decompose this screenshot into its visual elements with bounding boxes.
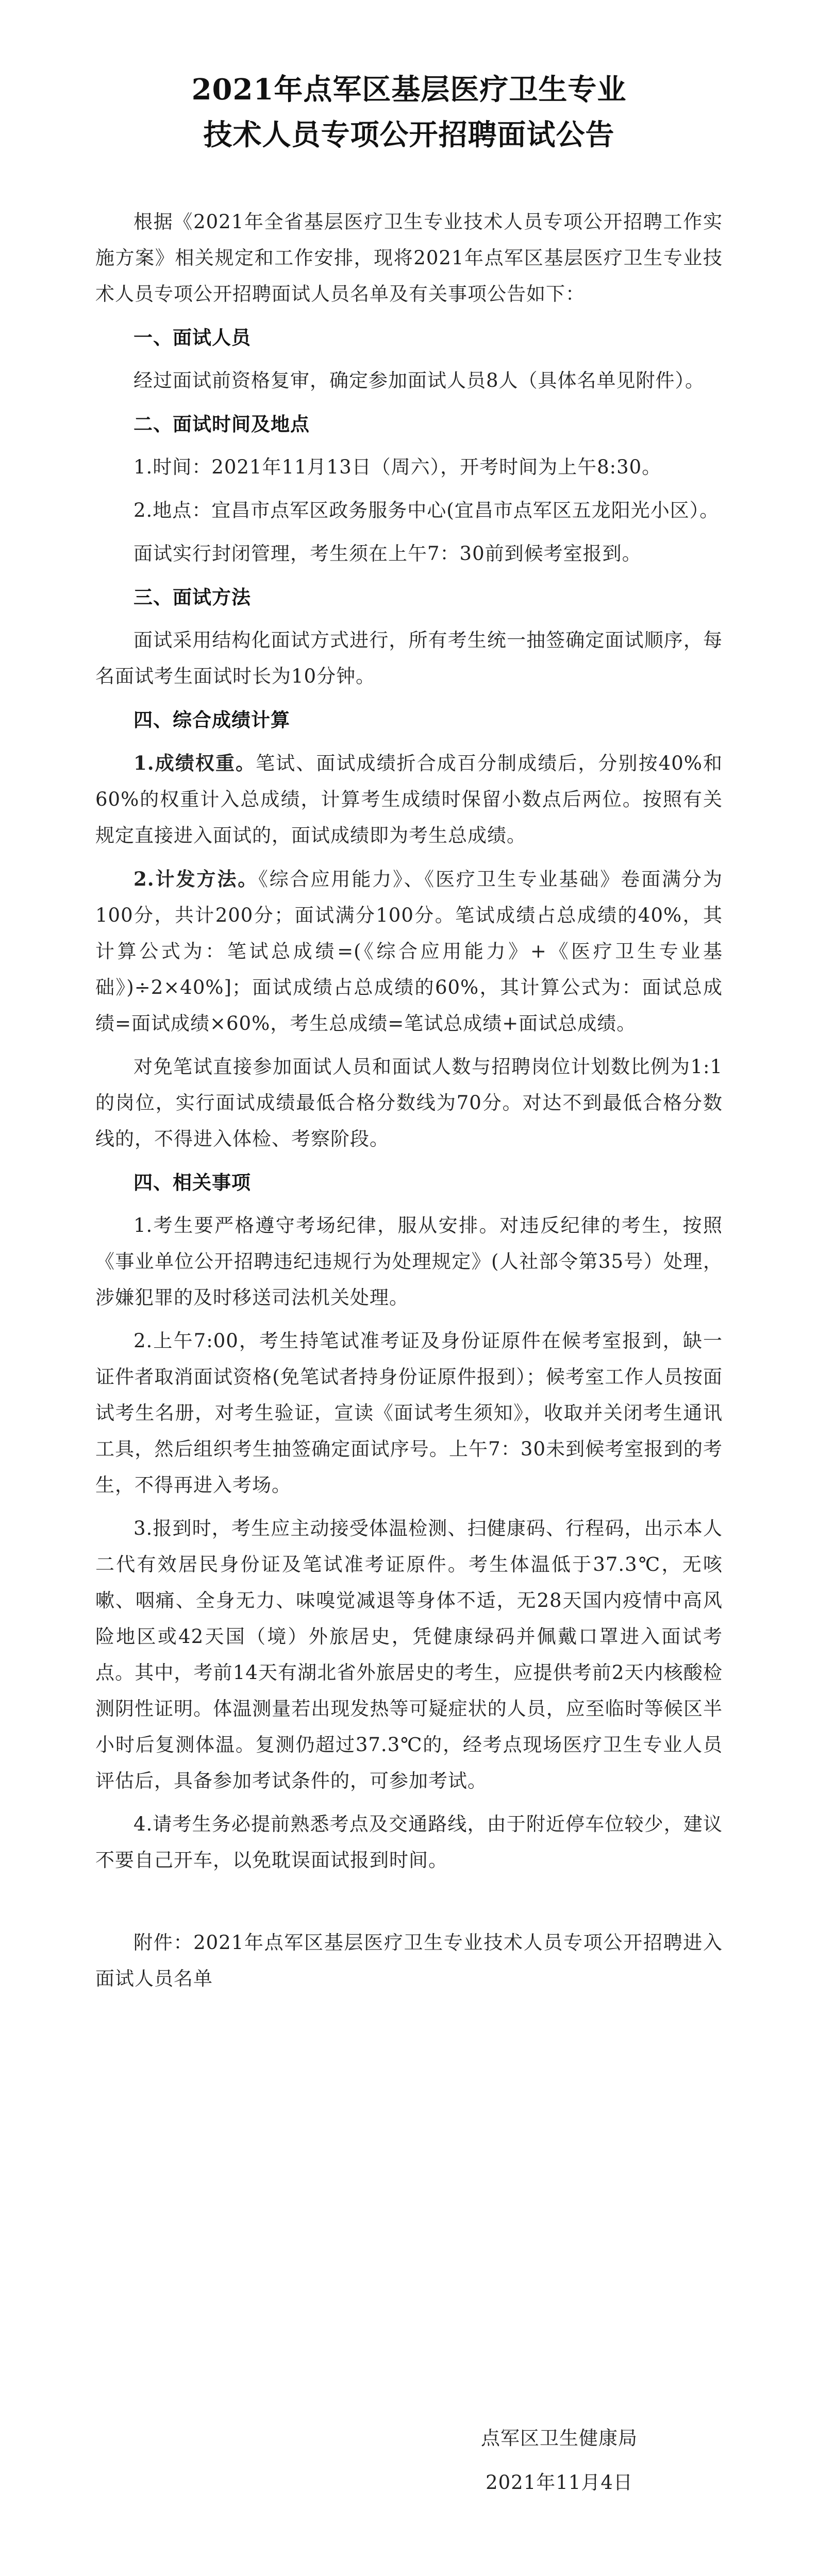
title-line-1: 2021年点军区基层医疗卫生专业 xyxy=(191,73,627,107)
score-weight-paragraph xyxy=(95,745,723,854)
score-method-body: 《综合应用能力》、《医疗卫生专业基础》卷面满分为100分，共计200分；面试满分100分。笔试成绩占总成绩的40%，其计算公式为：笔试总成绩=(《综合应用能力》+《医疗卫生专业基础》)÷2×40%]；面试成绩占总成绩的60%，其计算公式为：面试总成绩=面试成绩×60%，考生总成绩=笔试总成绩+面试总成绩。 xyxy=(95,868,723,1035)
score-weight-lead: 1.成绩权重。 xyxy=(133,752,256,774)
matters-item-2: 2.上午7:00，考生持笔试准考证及身份证原件在候考室报到，缺一证件者取消面试资格(免笔试者持身份证原件报到）；候考室工作人员按面试考生名册，对考生验证，宣读《面试考生须知》，收取并关闭考生通讯工具，然后组织考生抽签确定面试序号。上午7：30未到候考室报到的考生，不得再进入考场。 xyxy=(95,1330,723,1496)
intro-paragraph: 根据《2021年全省基层医疗卫生专业技术人员专项公开招聘工作实施方案》相关规定和工作安排，现将2021年点军区基层医疗卫生专业技术人员专项公开招聘面试人员名单及有关事项公告如下： xyxy=(95,211,723,305)
score-method-paragraph xyxy=(95,861,723,1042)
section-method-body: 面试采用结构化面试方式进行，所有考生统一抽签确定面试顺序，每名面试考生面试时长为10分钟。 xyxy=(95,629,723,687)
page-title xyxy=(95,67,723,158)
section-method-heading: 三、面试方法 xyxy=(133,586,251,608)
signature-block xyxy=(481,2416,638,2505)
section-interviewees-body: 经过面试前资格复审，确定参加面试人员8人（具体名单见附件）。 xyxy=(133,369,705,392)
section-matters-heading: 四、相关事项 xyxy=(133,1171,251,1194)
interview-time: 1.时间：2021年11月13日（周六），开考时间为上午8:30。 xyxy=(133,456,662,478)
attachment-note: 附件：2021年点军区基层医疗卫生专业技术人员专项公开招聘进入面试人员名单 xyxy=(95,1931,723,1990)
section-interviewees-heading: 一、面试人员 xyxy=(133,326,251,349)
title-line-2: 技术人员专项公开招聘面试公告 xyxy=(203,118,615,152)
score-method-lead: 2.计发方法。 xyxy=(133,868,259,890)
issuing-organization: 点军区卫生健康局 xyxy=(481,2427,638,2449)
matters-item-1: 1.考生要严格遵守考场纪律，服从安排。对违反纪律的考生，按照《事业单位公开招聘违纪违规行为处理规定》(人社部令第35号）处理，涉嫌犯罪的及时移送司法机关处理。 xyxy=(95,1214,723,1309)
closed-management-note: 面试实行封闭管理，考生须在上午7：30前到候考室报到。 xyxy=(133,543,642,565)
notice-body xyxy=(95,204,723,1997)
score-weight-body: 笔试、面试成绩折合成百分制成绩后，分别按40%和60%的权重计入总成绩，计算考生成绩时保留小数点后两位。按照有关规定直接进入面试的，面试成绩即为考生总成绩。 xyxy=(95,752,723,846)
section-score-heading: 四、综合成绩计算 xyxy=(133,708,290,731)
interview-place: 2.地点：宜昌市点军区政务服务中心(宜昌市点军区五龙阳光小区）。 xyxy=(133,499,720,521)
issue-date: 2021年11月4日 xyxy=(486,2471,633,2494)
matters-item-4: 4.请考生务必提前熟悉考点及交通路线，由于附近停车位较少，建议不要自己开车，以免耽误面试报到时间。 xyxy=(95,1813,723,1871)
section-time-place-heading: 二、面试时间及地点 xyxy=(133,413,310,435)
passing-line-note: 对免笔试直接参加面试人员和面试人数与招聘岗位计划数比例为1:1的岗位，实行面试成绩最低合格分数线为70分。对达不到最低合格分数线的，不得进入体检、考察阶段。 xyxy=(95,1056,723,1150)
matters-item-3: 3.报到时，考生应主动接受体温检测、扫健康码、行程码，出示本人二代有效居民身份证及笔试准考证原件。考生体温低于37.3℃，无咳嗽、咽痛、全身无力、味嗅觉减退等身体不适，无28天国内疫情中高风险地区或42天国（境）外旅居史，凭健康绿码并佩戴口罩进入面试考点。其中，考前14天有湖北省外旅居史的考生，应提供考前2天内核酸检测阴性证明。体温测量若出现发热等可疑症状的人员，应至临时等候区半小时后复测体温。复测仍超过37.3℃的，经考点现场医疗卫生专业人员评估后，具备参加考试条件的，可参加考试。 xyxy=(95,1517,723,1792)
